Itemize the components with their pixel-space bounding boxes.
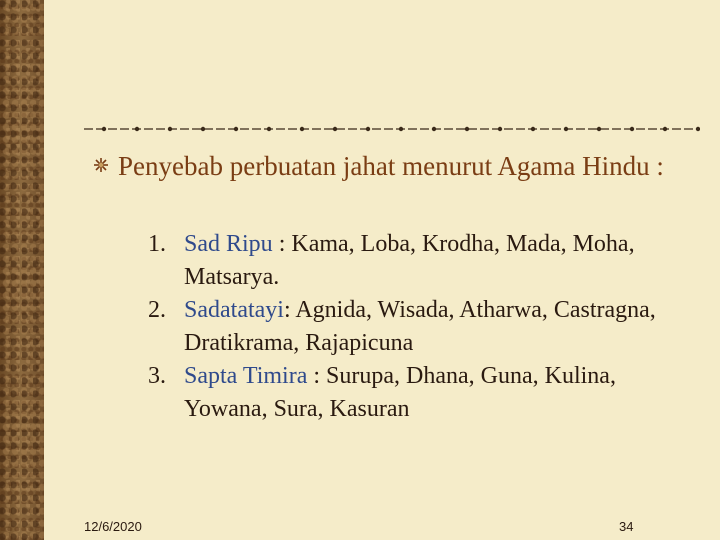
list-item-detail: : Agnida, Wisada, Atharwa, Castragna, Dratikrama, Rajapicuna [184,297,656,356]
separator-dot [399,127,403,131]
separator-dot [564,127,568,131]
separator-dot [663,127,667,131]
list-item-text [184,228,668,294]
separator-dot [696,127,700,131]
separator-dot [234,127,238,131]
slide-heading: Penyebab perbuatan jahat menurut Agama Hindu : [118,151,664,181]
separator-dot [432,127,436,131]
list-item [148,228,668,294]
list-item-term: Sadatatayi [184,297,284,323]
list-item-text [184,294,668,360]
separator-dot [300,127,304,131]
footer-date: 12/6/2020 [84,519,142,534]
starburst-bullet-icon [93,157,109,173]
separator-dot [267,127,271,131]
list-item-number: 2. [148,297,166,323]
separator-dot [531,127,535,131]
separator-dot [168,127,172,131]
separator-dot [102,127,106,131]
footer-page-number: 34 [619,519,634,534]
list-item-detail: : Kama, Loba, Krodha, Mada, Moha, Matsarya. [184,231,635,290]
separator-dot [465,127,469,131]
separator-dot [630,127,634,131]
textured-left-band [0,0,44,540]
list-item-number: 3. [148,363,166,389]
separator-dot [135,127,139,131]
separator-dot [498,127,502,131]
list-item-detail: : Surupa, Dhana, Guna, Kulina, Yowana, Sura, Kasuran [184,363,616,422]
numbered-list [148,228,668,426]
dotted-separator-line [84,124,700,134]
list-item-number: 1. [148,231,166,257]
list-item [148,360,668,426]
list-item-text [184,360,668,426]
separator-dot [597,127,601,131]
list-item-term: Sad Ripu [184,231,273,257]
list-item-term: Sapta Timira [184,363,308,389]
separator-dot [366,127,370,131]
list-item [148,294,668,360]
separator-dot [333,127,337,131]
separator-dot [201,127,205,131]
